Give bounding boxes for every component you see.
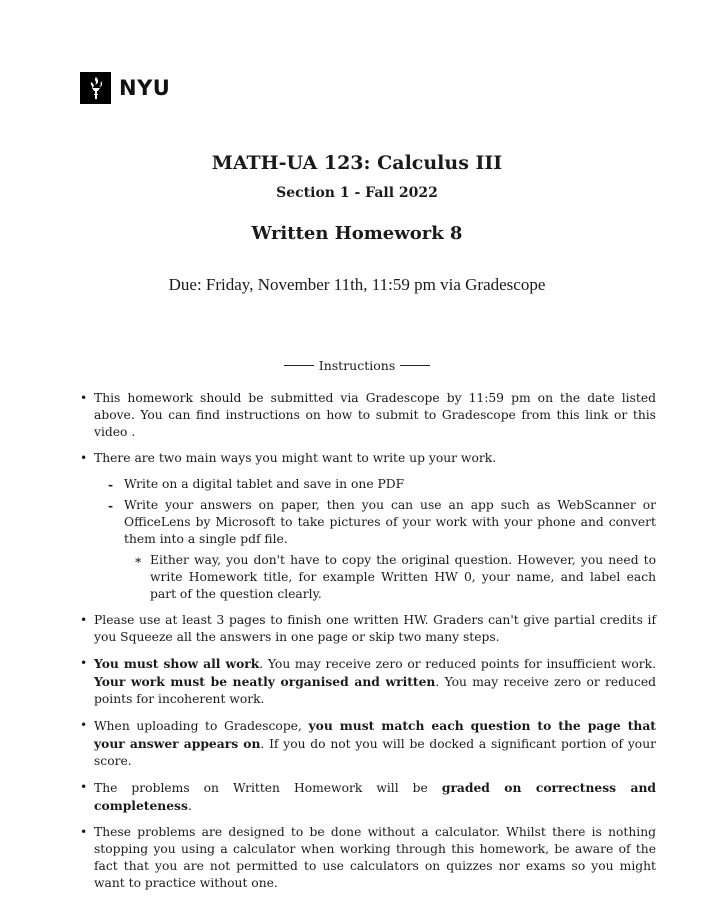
list-item-upload: • When uploading to Gradescope, you must match each question to the page that your answer appears on. If you do not you will be docked a significant portion of your score.: [80, 717, 656, 770]
option-tablet: - Write on a digital tablet and save in one PDF: [108, 476, 656, 493]
instructions-body: [80, 390, 656, 901]
note-item: ∗ Either way, you don't have to copy the original question. However, you need to write Homework title, for example Written HW 0, your name, and label each part of the question clearly.: [134, 552, 656, 603]
torch-icon: [80, 72, 111, 104]
list-item-write-up: • There are two main ways you might want to write up your work. - Write on a digital tablet and save in one PDF - Write your answers on paper, then you can use an app such as WebScanner or OfficeLens by Microsoft to take pictures of your work with your phone and convert them into a single pdf file. ∗ Either way, you don't have to copy the original question. However, you need to write Homework title, for example Written HW 0, your name, and label each part of the question clearly.: [80, 450, 656, 603]
instructions-list: [80, 390, 656, 892]
due-date: Due: Friday, November 11th, 11:59 pm via Gradescope: [168, 275, 546, 294]
list-item-submission: • This homework should be submitted via Gradescope by 11:59 pm on the date listed above. You can find instructions on how to submit to Gradescope from this link or this video .: [80, 390, 656, 441]
list-item-show-work: • You must show all work. You may receive zero or reduced points for insufficient work. Your work must be neatly organised and written. You may receive zero or reduced points for incoherent work.: [80, 655, 656, 708]
instructions-heading: [0, 358, 714, 373]
course-title: MATH-UA 123: Calculus III: [211, 152, 503, 174]
right-rule: [400, 365, 430, 366]
list-item-pages: • Please use at least 3 pages to finish one written HW. Graders can't give partial credits if you Squeeze all the answers in one page or skip two many steps.: [80, 612, 656, 646]
instructions-label: Instructions: [318, 358, 396, 373]
nyu-logo: [80, 72, 170, 104]
list-item-calculator: • These problems are designed to be done without a calculator. Whilst there is nothing stopping you using a calculator when working through this homework, be aware of the fact that you are not permitted to use calculators on quizzes nor exams so you might want to practice without one.: [80, 824, 656, 892]
left-rule: [284, 365, 314, 366]
option-paper: - Write your answers on paper, then you can use an app such as WebScanner or OfficeLens by Microsoft to take pictures of your work with your phone and convert them into a single pdf file. ∗ Either way, you don't have to copy the original question. However, you need to write Homework title, for example Written HW 0, your name, and label each part of the question clearly.: [108, 497, 656, 603]
homework-title: Written Homework 8: [251, 223, 463, 244]
list-item-grading: • The problems on Written Homework will be graded on correctness and completeness.: [80, 779, 656, 815]
write-up-options: [108, 476, 656, 603]
logo-text: NYU: [119, 76, 171, 100]
write-up-note: [134, 552, 656, 603]
section-subtitle: Section 1 - Fall 2022: [276, 185, 438, 201]
